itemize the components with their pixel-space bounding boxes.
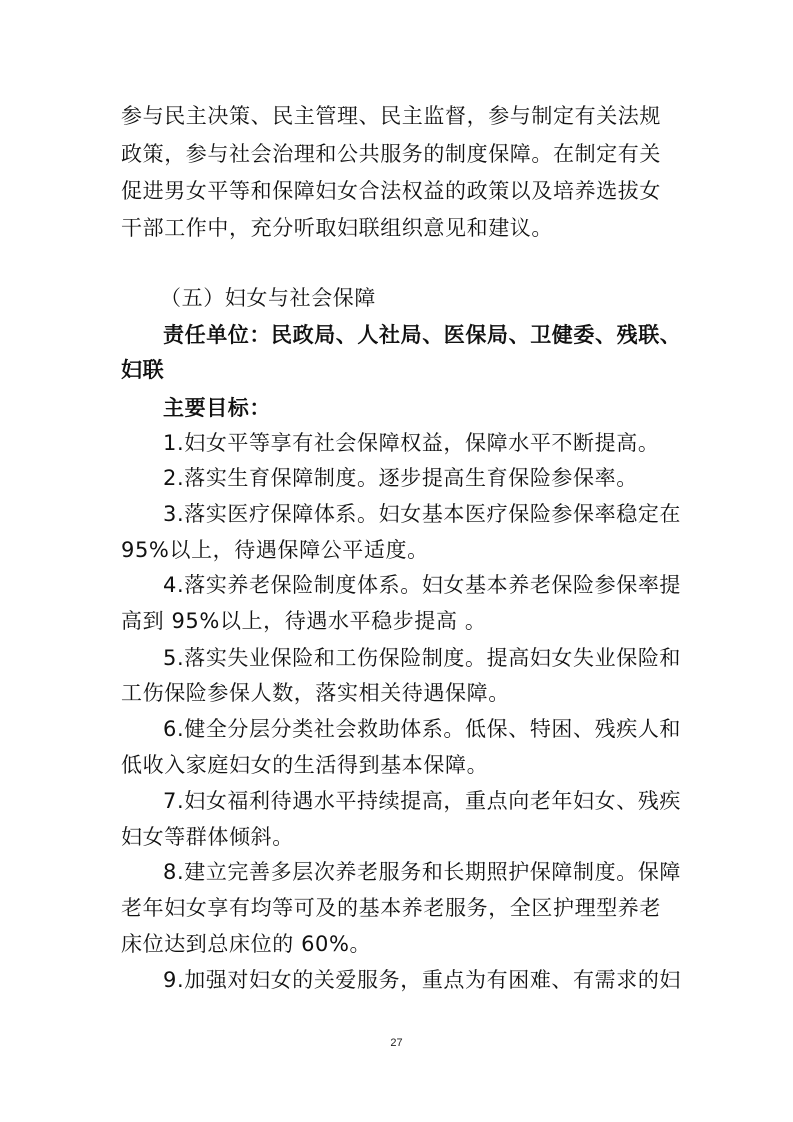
goal-5-line-2: 工伤保险参保人数，落实相关待遇保障。 — [121, 681, 510, 705]
goal-6-line-2: 低收入家庭妇女的生活得到基本保障。 — [121, 753, 489, 777]
intro-line-2: 政策，参与社会治理和公共服务的制度保障。在制定有关 — [121, 142, 661, 166]
goal-8-line-2: 老年妇女享有均等可及的基本养老服务，全区护理型养老 — [121, 896, 661, 920]
intro-line-4: 干部工作中，充分听取妇联组织意见和建议。 — [121, 216, 553, 240]
goal-4-line-1: 4.落实养老保险制度体系。妇女基本养老保险参保率提 — [163, 573, 682, 597]
goal-3-line-1: 3.落实医疗保障体系。妇女基本医疗保险参保率稳定在 — [163, 502, 682, 526]
goal-3-line-2: 95%以上，待遇保障公平适度。 — [121, 538, 429, 562]
goals-label: 主要目标： — [163, 396, 271, 420]
page-number: 27 — [390, 1037, 403, 1049]
responsible-units-line-2: 妇联 — [121, 358, 165, 382]
responsible-units-line-1: 责任单位：民政局、人社局、医保局、卫健委、残联、 — [163, 323, 682, 347]
goal-1-line-1: 1.妇女平等享有社会保障权益，保障水平不断提高。 — [163, 431, 660, 455]
goal-9-line-1: 9.加强对妇女的关爱服务，重点为有困难、有需求的妇 — [163, 968, 682, 992]
goal-2-line-1: 2.落实生育保障制度。逐步提高生育保险参保率。 — [163, 466, 638, 490]
goal-8-line-1: 8.建立完善多层次养老服务和长期照护保障制度。保障 — [163, 860, 682, 884]
goal-6-line-1: 6.健全分层分类社会救助体系。低保、特困、残疾人和 — [163, 717, 682, 741]
goal-8-line-3: 床位达到总床位的 60%。 — [121, 932, 372, 956]
goal-5-line-1: 5.落实失业保险和工伤保险制度。提高妇女失业保险和 — [163, 646, 682, 670]
goal-7-line-1: 7.妇女福利待遇水平持续提高，重点向老年妇女、残疾 — [163, 789, 682, 813]
intro-line-1: 参与民主决策、民主管理、民主监督，参与制定有关法规 — [121, 104, 661, 128]
section-heading: （五）妇女与社会保障 — [160, 286, 376, 310]
goal-4-line-2: 高到 95%以上，待遇水平稳步提高 。 — [121, 609, 487, 633]
intro-line-3: 促进男女平等和保障妇女合法权益的政策以及培养选拔女 — [121, 179, 661, 203]
goal-7-line-2: 妇女等群体倾斜。 — [121, 825, 294, 849]
